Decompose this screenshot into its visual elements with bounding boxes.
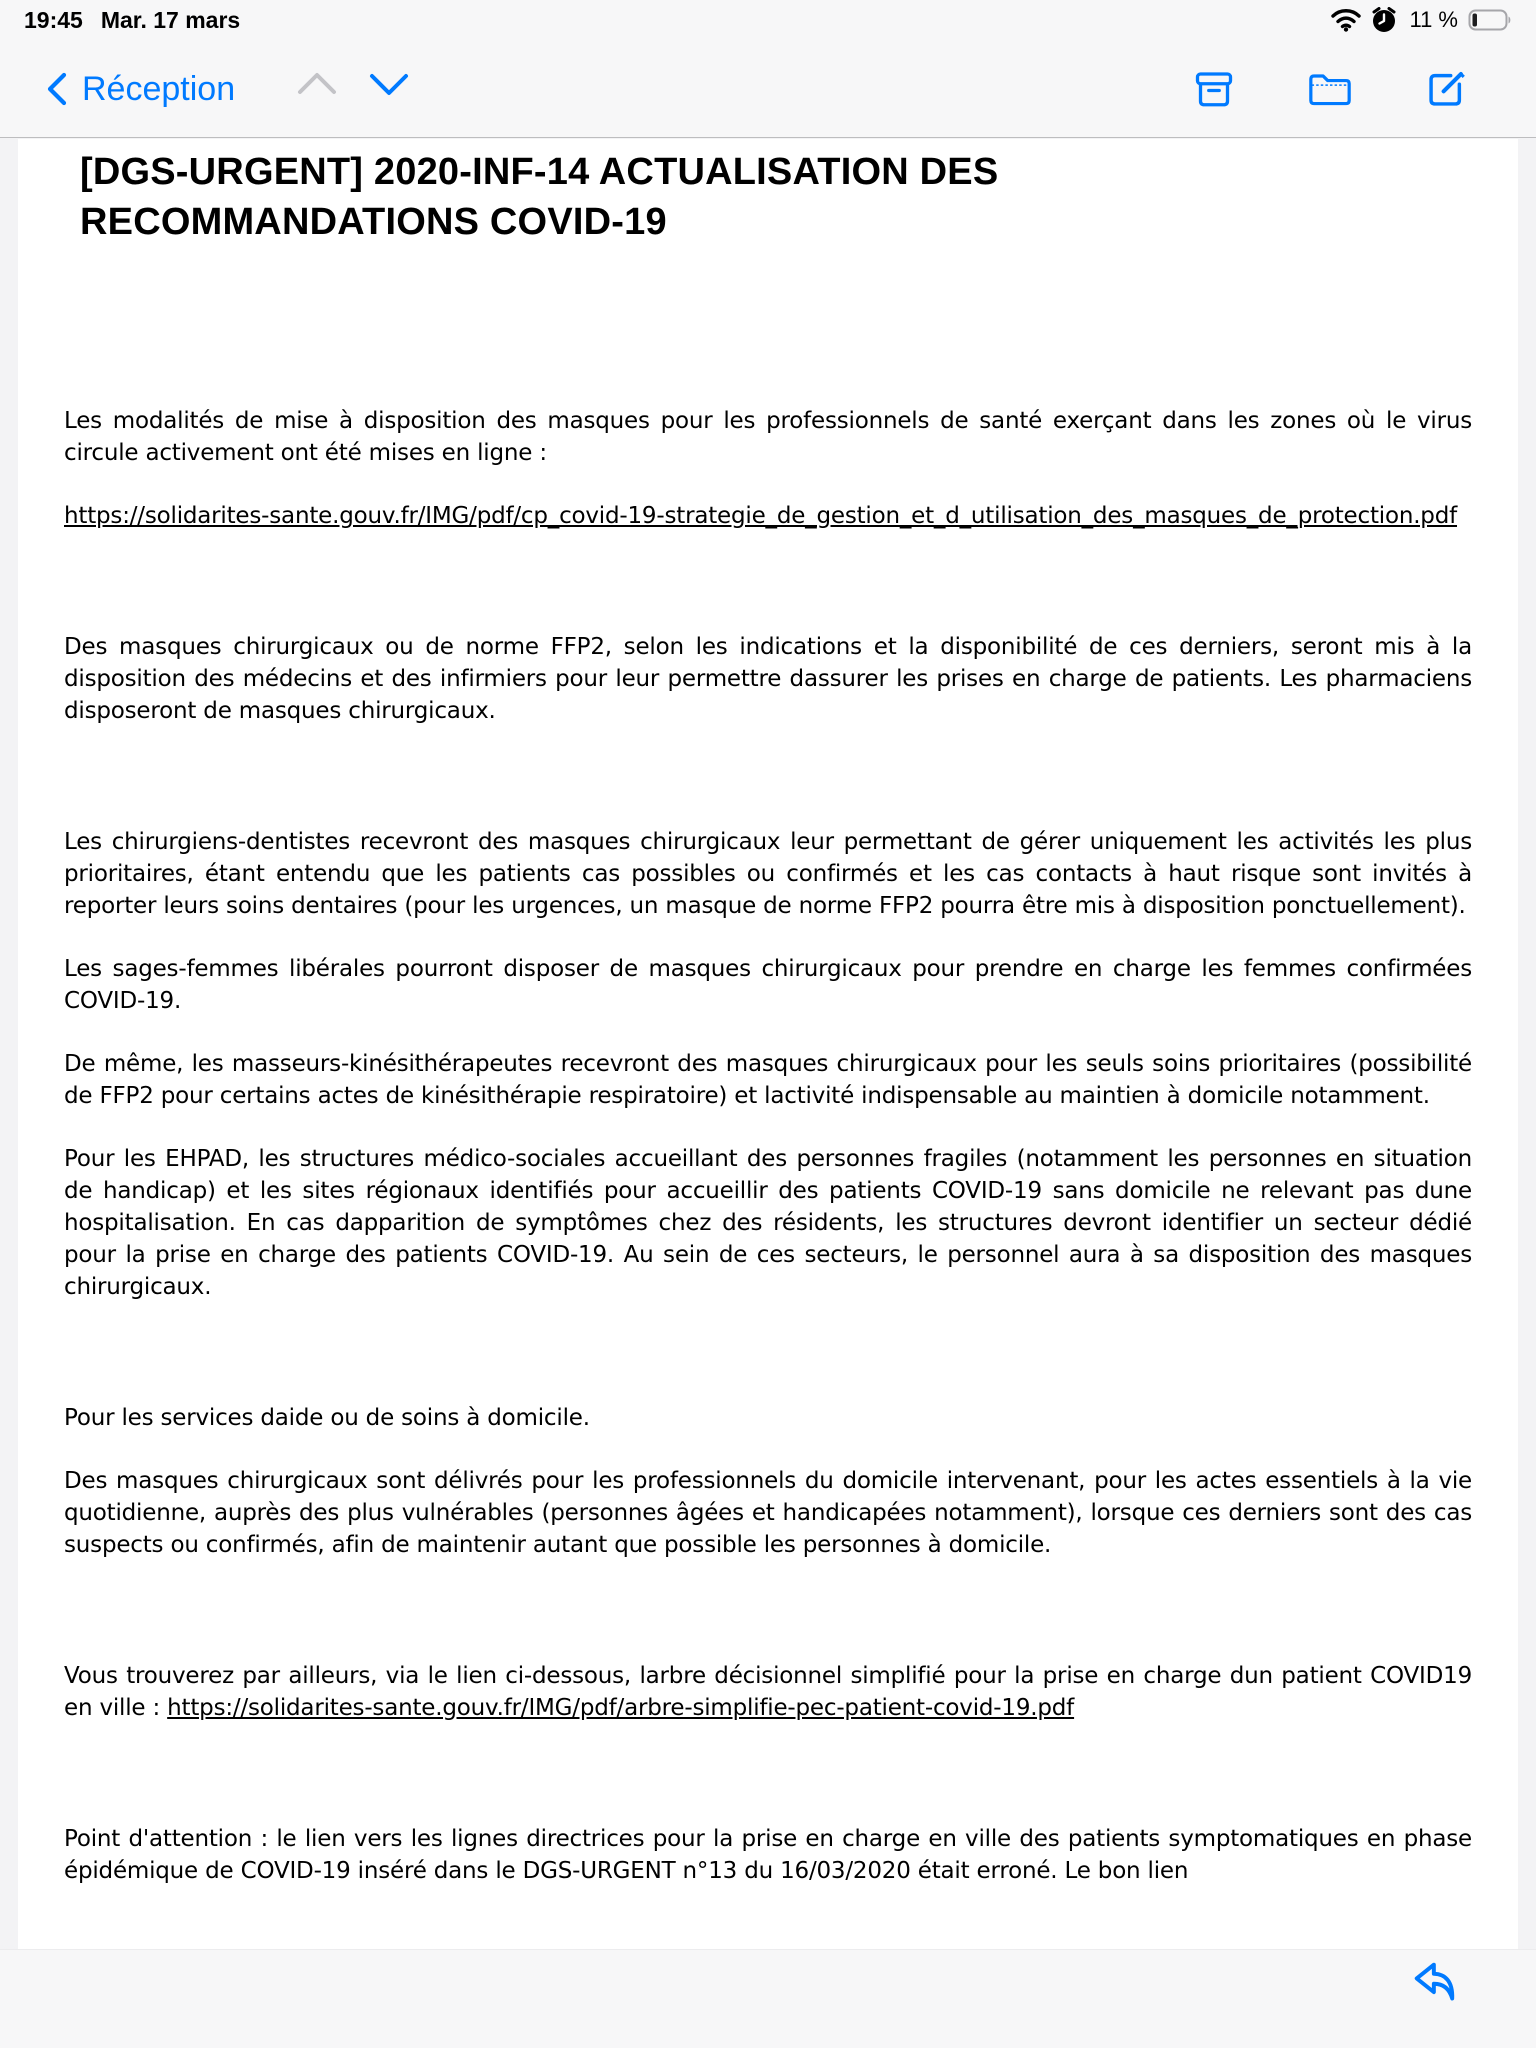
chevron-up-icon[interactable] bbox=[296, 70, 338, 96]
paragraph-link bbox=[64, 500, 1472, 532]
decision-tree-link[interactable]: https://solidarites-sante.gouv.fr/IMG/pdf/arbre-simplifie-pec-patient-covid-19.pdf bbox=[167, 1695, 1075, 1721]
battery-icon bbox=[1468, 9, 1512, 31]
bottom-toolbar bbox=[0, 1949, 1536, 2048]
wifi-icon bbox=[1331, 8, 1361, 32]
status-time: 19:45 bbox=[24, 6, 83, 33]
back-label: Réception bbox=[82, 69, 236, 108]
status-left bbox=[24, 7, 240, 34]
paragraph: De même, les masseurs-kinésithérapeutes recevront des masques chirurgicaux pour les seuls soins prioritaires (possibilité de FFP2 pour certains actes de kinésithérapie respiratoire) et lactivité indispensable au maintien à domicile notamment. bbox=[64, 1051, 1472, 1109]
folder-icon bbox=[1307, 68, 1353, 110]
masks-strategy-link[interactable]: https://solidarites-sante.gouv.fr/IMG/pdf/cp_covid-19-strategie_de_gestion_et_d_utilisation_des_masques_de_protection.pdf bbox=[64, 503, 1458, 529]
back-button[interactable] bbox=[46, 40, 235, 138]
status-right bbox=[1331, 7, 1512, 33]
chevron-down-icon[interactable] bbox=[368, 72, 410, 98]
alarm-icon bbox=[1371, 7, 1397, 33]
email-scroll-area[interactable] bbox=[18, 139, 1518, 2048]
paragraph-with-link bbox=[64, 1660, 1472, 1724]
reply-icon bbox=[1409, 1957, 1457, 2005]
paragraph: Les sages-femmes libérales pourront disposer de masques chirurgicaux pour prendre en charge les femmes confirmées COVID-19. bbox=[64, 956, 1472, 1014]
paragraph: Des masques chirurgicaux ou de norme FFP2, selon les indications et la disponibilité de ces derniers, seront mis à la disposition des médecins et des infirmiers pour leur permettre dassurer les prises en charge de patients. Les pharmaciens disposeront de masques chirurgicaux. bbox=[64, 634, 1472, 724]
email-subject: [DGS-URGENT] 2020-INF-14 ACTUALISATION DES RECOMMANDATIONS COVID-19 bbox=[80, 151, 999, 243]
email-body bbox=[18, 147, 1518, 1887]
paragraph: Les chirurgiens-dentistes recevront des masques chirurgicaux leur permettant de gérer uniquement les activités les plus prioritaires, étant entendu que les patients cas possibles ou confirmés et les cas contacts à haut risque sont invités à reporter leurs soins dentaires (pour les urgences, un masque de norme FFP2 pourra être mis à disposition ponctuellement). bbox=[64, 829, 1472, 919]
nav-bar bbox=[0, 40, 1536, 138]
paragraph: Pour les EHPAD, les structures médico-sociales accueillant des personnes fragiles (notamment les personnes en situation de handicap) et les sites régionaux identifiés pour accueillir des patients COVID-19 sans domicile ne relevant pas dune hospitalisation. En cas dapparition de symptômes chez des résidents, les structures devront identifier un secteur dédié pour la prise en charge des patients COVID-19. Au sein de ces secteurs, le personnel aura à sa disposition des masques chirurgicaux. bbox=[64, 1146, 1472, 1300]
archive-icon bbox=[1193, 68, 1235, 110]
archive-button[interactable] bbox=[1190, 65, 1238, 113]
compose-button[interactable] bbox=[1422, 65, 1470, 113]
status-bar bbox=[0, 0, 1536, 40]
paragraph-text: Vous trouverez par ailleurs, via le lien ci-dessous, larbre décisionnel simplifié pour la prise en charge dun patient COVID19 en ville : bbox=[64, 1663, 1472, 1721]
compose-icon bbox=[1424, 67, 1468, 111]
reply-button[interactable] bbox=[1408, 1956, 1458, 2006]
back-chevron-icon bbox=[46, 71, 68, 107]
battery-percent: 11 % bbox=[1409, 7, 1458, 32]
paragraph: Point d'attention : le lien vers les lignes directrices pour la prise en charge en ville des patients symptomatiques en phase épidémique de COVID-19 inséré dans le DGS-URGENT n°13 du 16/03/2020 était erroné. Le bon lien bbox=[64, 1826, 1472, 1884]
nav-actions bbox=[1190, 40, 1470, 138]
paragraph: Pour les services daide ou de soins à domicile. bbox=[64, 1405, 590, 1431]
status-date: Mar. 17 mars bbox=[100, 6, 241, 33]
folder-button[interactable] bbox=[1306, 65, 1354, 113]
paragraph: Les modalités de mise à disposition des masques pour les professionnels de santé exerçant dans les zones où le virus circule activement ont été mises en ligne : bbox=[64, 408, 1472, 466]
paragraph: Des masques chirurgicaux sont délivrés pour les professionnels du domicile intervenant, pour les actes essentiels à la vie quotidienne, auprès des plus vulnérables (personnes âgées et handicapées notamment), lorsque ces derniers sont des cas suspects ou confirmés, afin de maintenir autant que possible les personnes à domicile. bbox=[64, 1468, 1472, 1558]
